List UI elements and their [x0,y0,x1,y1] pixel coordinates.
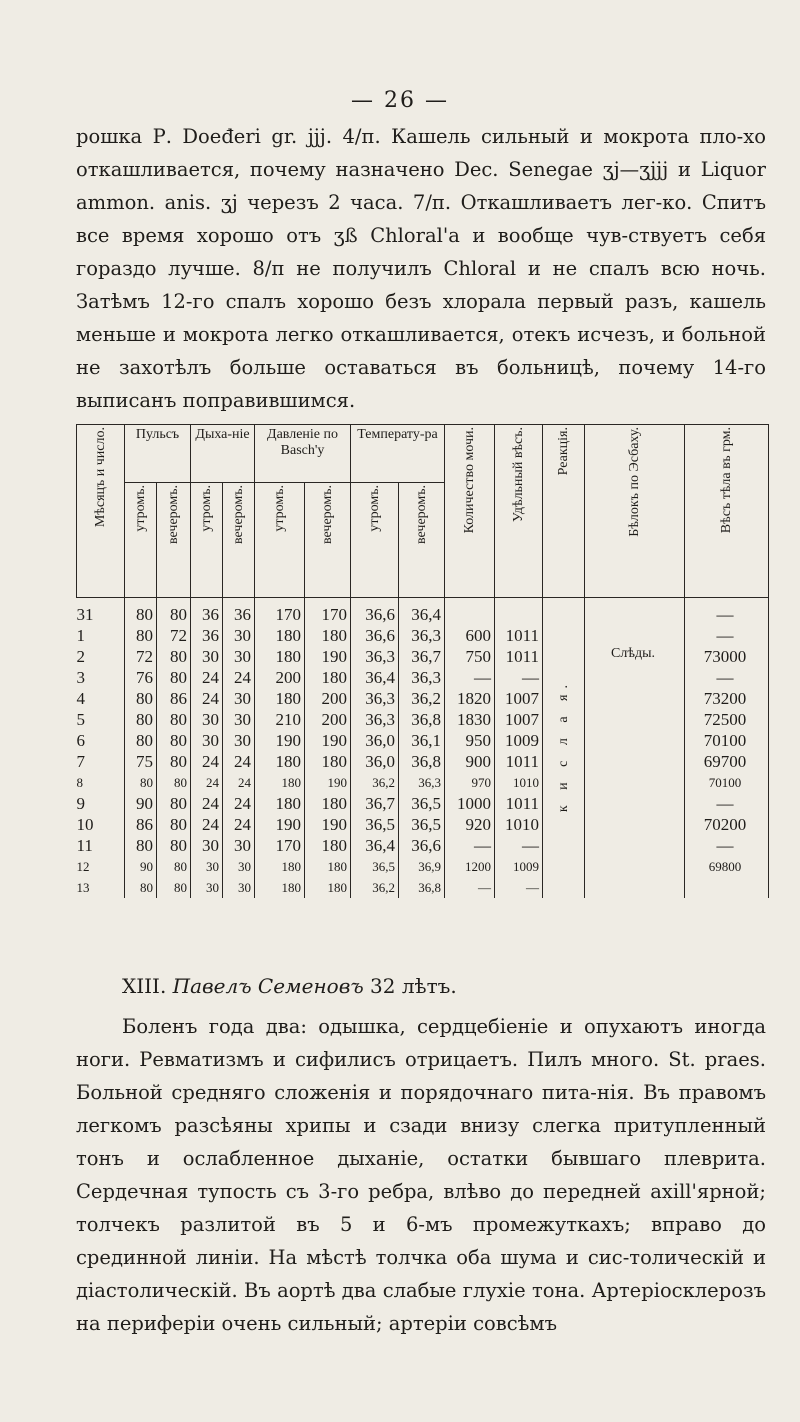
cell-te: 36,8 [399,709,445,730]
cell-day: 31 [77,598,125,626]
cell-grav: — [495,667,543,688]
cell-urine [445,598,495,626]
cell-day: 11 [77,835,125,856]
cell-day: 12 [77,856,125,877]
cell-grav [495,598,543,626]
cell-urine: 1820 [445,688,495,709]
cell-day: 5 [77,709,125,730]
cell-grav: 1011 [495,793,543,814]
header-gravity: Удѣльный вѣсъ. [510,427,526,523]
cell-tm: 36,2 [351,877,399,898]
cell-weight: — [685,835,769,856]
cell-tm: 36,5 [351,814,399,835]
cell-rm: 30 [191,646,223,667]
paragraph-top: рошка Р. Doeđeri gr. jjj. 4/п. Кашель сильный и мокрота пло-хо откашливается, почему назначено Dec. Senegae ʒj—ʒjjj и Liquor ammon. anis. ʒj черезъ 2 часа. 7/п. Откашливаетъ лег-ко. Спитъ все время хорошо отъ ʒß Chloral'а и вообще чув-ствуетъ себя гораздо лучше. 8/п не получилъ Chloral и не спалъ всю ночь. Затѣмъ 12-го спалъ хорошо безъ хлорала первый разъ, кашель меньше и мокрота легко откашливается, отекъ исчезъ, и больной не захотѣлъ больше оставаться въ больницѣ, почему 14-го выписанъ поправившимся. [76,125,766,412]
header-pulse-morning: утромъ. [132,485,148,532]
cell-day: 13 [77,877,125,898]
cell-pm: 80 [125,598,157,626]
cell-te: 36,8 [399,877,445,898]
table-body [77,598,769,899]
cell-tm: 36,0 [351,730,399,751]
cell-day: 8 [77,772,125,793]
cell-rm: 30 [191,730,223,751]
patient-age: 32 лѣтъ. [370,974,457,998]
cell-bm: 180 [255,772,305,793]
cell-weight: 72500 [685,709,769,730]
cell-urine: 750 [445,646,495,667]
cell-be: 180 [305,835,351,856]
cell-rm: 30 [191,835,223,856]
cell-re: 30 [223,835,255,856]
cell-pe: 80 [157,667,191,688]
cell-bm: 180 [255,856,305,877]
cell-rm: 30 [191,877,223,898]
cell-be: 200 [305,688,351,709]
cell-rm: 36 [191,598,223,626]
cell-pm: 80 [125,709,157,730]
cell-be: 170 [305,598,351,626]
cell-rm: 24 [191,688,223,709]
cell-weight: 70100 [685,730,769,751]
cell-grav: 1010 [495,772,543,793]
cell-te: 36,2 [399,688,445,709]
cell-tm: 36,6 [351,625,399,646]
cell-urine: — [445,877,495,898]
cell-weight: — [685,667,769,688]
cell-reaction [543,598,585,899]
cell-grav: 1007 [495,709,543,730]
header-temp-morning: утромъ. [366,485,382,532]
case-number: XIII. [122,974,167,998]
cell-day: 4 [77,688,125,709]
cell-urine: 1830 [445,709,495,730]
cell-te: 36,5 [399,814,445,835]
cell-be: 190 [305,730,351,751]
cell-bm: 200 [255,667,305,688]
cell-pm: 80 [125,688,157,709]
cell-day: 7 [77,751,125,772]
cell-weight [685,877,769,898]
cell-re: 24 [223,667,255,688]
header-pressure-morning: утромъ. [271,485,287,532]
cell-tm: 36,4 [351,835,399,856]
table-row [77,598,769,626]
cell-urine: — [445,667,495,688]
cell-bm: 180 [255,625,305,646]
cell-urine: 950 [445,730,495,751]
clinical-data-table [76,424,769,898]
cell-te: 36,3 [399,772,445,793]
cell-pe: 80 [157,730,191,751]
cell-pe: 80 [157,646,191,667]
cell-re: 30 [223,709,255,730]
cell-rm: 24 [191,814,223,835]
cell-pm: 72 [125,646,157,667]
cell-weight: — [685,625,769,646]
cell-pm: 80 [125,835,157,856]
paragraph-bottom: Боленъ года два: одышка, сердцебіеніе и опухаютъ иногда ноги. Ревматизмъ и сифилисъ отрицаетъ. Пилъ много. St. praes. Больной средняго сложенія и порядочнаго пита-нія. Въ правомъ легкомъ разсѣяны хрипы и сзади внизу слегка притупленный тонъ и ослабленное дыханіе, остатки бывшаго плеврита. Сердечная тупость съ 3-го ребра, влѣво до передней axill'ярной; толчекъ разлитой въ 5 и 6-мъ промежуткахъ; вправо до срединной линіи. На мѣстѣ толчка оба шума и сис-толическій и діастолическій. Въ аортѣ два слабые глухіе тона. Артеріосклерозъ на периферіи очень сильный; артеріи совсѣмъ [76,1015,766,1335]
cell-tm: 36,4 [351,667,399,688]
protein-note: Слѣды. [585,598,685,899]
cell-bm: 190 [255,814,305,835]
cell-te: 36,8 [399,751,445,772]
cell-pm: 80 [125,772,157,793]
cell-pm: 80 [125,730,157,751]
cell-grav: — [495,835,543,856]
cell-tm: 36,0 [351,751,399,772]
cell-be: 180 [305,667,351,688]
cell-pe: 80 [157,814,191,835]
cell-day: 1 [77,625,125,646]
patient-name: Павелъ Семеновъ [172,974,364,998]
cell-bm: 170 [255,835,305,856]
cell-grav: 1009 [495,730,543,751]
header-row-main [77,425,769,483]
cell-bm: 190 [255,730,305,751]
header-weight: Вѣсъ тѣла въ грм. [718,427,734,534]
cell-rm: 24 [191,772,223,793]
cell-be: 180 [305,751,351,772]
cell-urine: 600 [445,625,495,646]
cell-tm: 36,3 [351,688,399,709]
cell-rm: 36 [191,625,223,646]
cell-weight: 70200 [685,814,769,835]
cell-weight: 70100 [685,772,769,793]
cell-weight: 73200 [685,688,769,709]
cell-urine: 920 [445,814,495,835]
cell-tm: 36,5 [351,856,399,877]
cell-bm: 210 [255,709,305,730]
header-reaction: Реакція. [555,427,571,476]
cell-bm: 180 [255,646,305,667]
cell-tm: 36,7 [351,793,399,814]
header-pulse-evening: вечеромъ. [165,485,181,544]
cell-rm: 30 [191,709,223,730]
cell-bm: 180 [255,877,305,898]
cell-pm: 80 [125,625,157,646]
cell-bm: 170 [255,598,305,626]
cell-day: 3 [77,667,125,688]
cell-grav: 1011 [495,751,543,772]
cell-urine: 1200 [445,856,495,877]
cell-be: 180 [305,793,351,814]
header-resp-evening: вечеромъ. [230,485,246,544]
cell-re: 24 [223,793,255,814]
cell-rm: 24 [191,793,223,814]
cell-pe: 80 [157,751,191,772]
cell-pm: 76 [125,667,157,688]
cell-be: 200 [305,709,351,730]
cell-tm: 36,3 [351,709,399,730]
cell-weight: 69700 [685,751,769,772]
page-number: — 26 — [351,88,449,113]
header-pulse: Пульсъ [125,425,191,483]
cell-pm: 75 [125,751,157,772]
cell-tm: 36,3 [351,646,399,667]
cell-te: 36,4 [399,598,445,626]
header-respiration: Дыха-ніе [191,425,255,483]
cell-grav: — [495,877,543,898]
cell-rm: 24 [191,751,223,772]
cell-re: 30 [223,625,255,646]
cell-be: 190 [305,814,351,835]
header-temperature: Температу-ра [351,425,445,483]
cell-be: 190 [305,772,351,793]
cell-te: 36,3 [399,667,445,688]
cell-urine: 970 [445,772,495,793]
cell-pe: 80 [157,772,191,793]
reaction-text: к и с л а я. [556,678,572,813]
header-temp-evening: вечеромъ. [413,485,429,544]
cell-pe: 80 [157,877,191,898]
cell-re: 24 [223,772,255,793]
cell-re: 30 [223,877,255,898]
cell-te: 36,3 [399,625,445,646]
cell-grav: 1007 [495,688,543,709]
cell-pm: 90 [125,856,157,877]
header-pressure-evening: вечеромъ. [319,485,335,544]
cell-pe: 80 [157,709,191,730]
cell-urine: — [445,835,495,856]
cell-tm: 36,2 [351,772,399,793]
cell-urine: 1000 [445,793,495,814]
cell-be: 180 [305,625,351,646]
cell-grav: 1010 [495,814,543,835]
header-protein: Бѣлокъ по Эсбаху. [626,427,642,537]
cell-pe: 80 [157,856,191,877]
cell-te: 36,7 [399,646,445,667]
cell-day: 6 [77,730,125,751]
cell-te: 36,9 [399,856,445,877]
cell-bm: 180 [255,793,305,814]
cell-re: 30 [223,646,255,667]
cell-be: 180 [305,856,351,877]
cell-pe: 86 [157,688,191,709]
cell-rm: 24 [191,667,223,688]
cell-te: 36,6 [399,835,445,856]
cell-weight: 69800 [685,856,769,877]
cell-urine: 900 [445,751,495,772]
cell-bm: 180 [255,751,305,772]
cell-re: 30 [223,856,255,877]
cell-re: 24 [223,814,255,835]
cell-bm: 180 [255,688,305,709]
cell-re: 24 [223,751,255,772]
case-heading [122,974,457,998]
header-urine: Количество мочи. [461,427,477,534]
cell-pm: 80 [125,877,157,898]
cell-pm: 86 [125,814,157,835]
cell-grav: 1009 [495,856,543,877]
cell-te: 36,1 [399,730,445,751]
header-pressure: Давленіе по Basch'у [255,425,351,483]
cell-weight: — [685,793,769,814]
cell-te: 36,5 [399,793,445,814]
cell-pe: 80 [157,598,191,626]
cell-day: 9 [77,793,125,814]
header-day: Мѣсяцъ и число. [92,427,108,528]
cell-pe: 80 [157,835,191,856]
cell-grav: 1011 [495,625,543,646]
cell-pe: 72 [157,625,191,646]
cell-day: 10 [77,814,125,835]
header-resp-morning: утромъ. [198,485,214,532]
cell-day: 2 [77,646,125,667]
cell-be: 190 [305,646,351,667]
cell-re: 36 [223,598,255,626]
cell-re: 30 [223,688,255,709]
cell-pm: 90 [125,793,157,814]
cell-weight: — [685,598,769,626]
cell-re: 30 [223,730,255,751]
cell-tm: 36,6 [351,598,399,626]
cell-be: 180 [305,877,351,898]
cell-weight: 73000 [685,646,769,667]
cell-grav: 1011 [495,646,543,667]
cell-pe: 80 [157,793,191,814]
cell-rm: 30 [191,856,223,877]
